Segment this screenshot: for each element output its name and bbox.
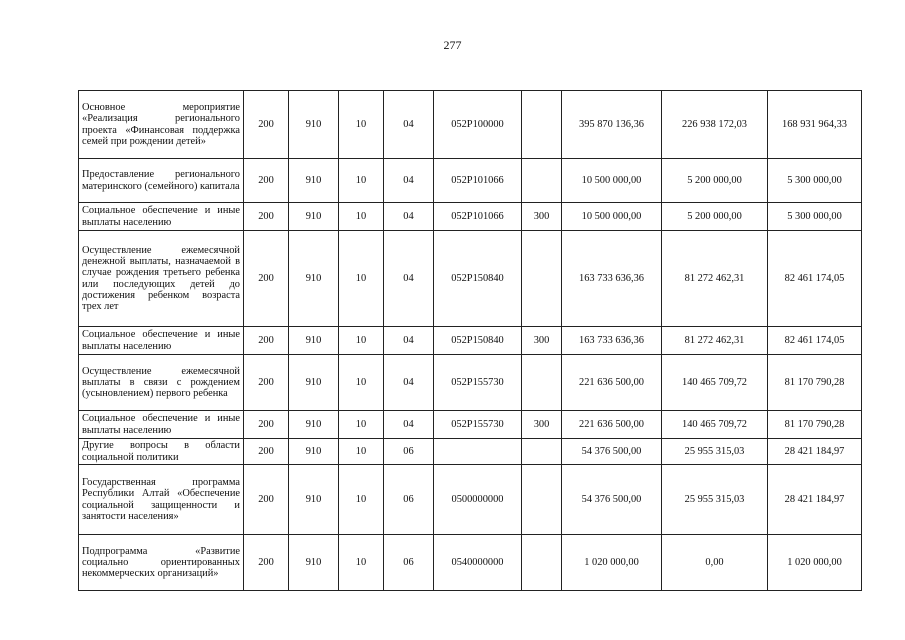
cell-grbs: 200 (244, 159, 289, 203)
cell-admin: 910 (289, 91, 339, 159)
cell-target-article: 052P155730 (434, 355, 522, 411)
cell-subsection: 04 (384, 327, 434, 355)
cell-subsection: 04 (384, 91, 434, 159)
table-row (79, 439, 862, 465)
cell-target-article: 0540000000 (434, 535, 522, 591)
budget-table (78, 90, 862, 591)
cell-section: 10 (339, 465, 384, 535)
cell-expense-type: 300 (522, 411, 562, 439)
cell-sum-year3: 5 300 000,00 (768, 159, 862, 203)
cell-admin: 910 (289, 535, 339, 591)
cell-subsection: 06 (384, 465, 434, 535)
cell-sum-year3: 28 421 184,97 (768, 465, 862, 535)
cell-sum-year2: 25 955 315,03 (662, 465, 768, 535)
cell-admin: 910 (289, 159, 339, 203)
cell-target-article: 052P150840 (434, 231, 522, 327)
cell-subsection: 04 (384, 159, 434, 203)
cell-section: 10 (339, 327, 384, 355)
cell-sum-year3: 168 931 964,33 (768, 91, 862, 159)
cell-grbs: 200 (244, 231, 289, 327)
cell-target-article: 052P101066 (434, 203, 522, 231)
row-name: Основное мероприятие «Реализация регионального проекта «Финансовая поддержка семей при рождении детей» (79, 91, 244, 159)
cell-sum-year1: 1 020 000,00 (562, 535, 662, 591)
row-name: Осуществление ежемесячной денежной выплаты, назначаемой в случае рождения третьего ребенка или последующих детей до достижения ребенком возраста трех лет (79, 231, 244, 327)
row-name: Подпрограмма «Развитие социально ориентированных некоммерческих организаций» (79, 535, 244, 591)
row-name: Предоставление регионального материнского (семейного) капитала (79, 159, 244, 203)
cell-admin: 910 (289, 465, 339, 535)
cell-sum-year2: 0,00 (662, 535, 768, 591)
cell-expense-type (522, 465, 562, 535)
cell-expense-type (522, 355, 562, 411)
cell-admin: 910 (289, 411, 339, 439)
cell-admin: 910 (289, 203, 339, 231)
cell-target-article (434, 439, 522, 465)
cell-section: 10 (339, 535, 384, 591)
cell-admin: 910 (289, 231, 339, 327)
cell-sum-year1: 54 376 500,00 (562, 465, 662, 535)
cell-sum-year3: 82 461 174,05 (768, 231, 862, 327)
row-name: Другие вопросы в области социальной политики (79, 439, 244, 465)
cell-sum-year1: 221 636 500,00 (562, 411, 662, 439)
cell-sum-year2: 25 955 315,03 (662, 439, 768, 465)
cell-section: 10 (339, 203, 384, 231)
cell-admin: 910 (289, 327, 339, 355)
table-row (79, 159, 862, 203)
cell-sum-year1: 10 500 000,00 (562, 159, 662, 203)
cell-admin: 910 (289, 355, 339, 411)
cell-sum-year3: 1 020 000,00 (768, 535, 862, 591)
table-row (79, 535, 862, 591)
cell-section: 10 (339, 439, 384, 465)
cell-section: 10 (339, 159, 384, 203)
cell-target-article: 052P155730 (434, 411, 522, 439)
cell-section: 10 (339, 355, 384, 411)
cell-subsection: 06 (384, 535, 434, 591)
cell-section: 10 (339, 231, 384, 327)
cell-grbs: 200 (244, 203, 289, 231)
cell-grbs: 200 (244, 355, 289, 411)
cell-expense-type (522, 231, 562, 327)
row-name: Социальное обеспечение и иные выплаты населению (79, 327, 244, 355)
cell-grbs: 200 (244, 465, 289, 535)
cell-sum-year3: 81 170 790,28 (768, 411, 862, 439)
cell-grbs: 200 (244, 327, 289, 355)
cell-subsection: 06 (384, 439, 434, 465)
cell-target-article: 052P100000 (434, 91, 522, 159)
table-row (79, 203, 862, 231)
cell-subsection: 04 (384, 231, 434, 327)
table-row (79, 91, 862, 159)
page-number: 277 (443, 38, 462, 52)
row-name: Осуществление ежемесячной выплаты в связи с рождением (усыновлением) первого ребенка (79, 355, 244, 411)
cell-expense-type (522, 159, 562, 203)
row-name: Социальное обеспечение и иные выплаты населению (79, 411, 244, 439)
cell-sum-year2: 81 272 462,31 (662, 327, 768, 355)
cell-target-article: 052P101066 (434, 159, 522, 203)
cell-grbs: 200 (244, 411, 289, 439)
cell-sum-year2: 81 272 462,31 (662, 231, 768, 327)
cell-grbs: 200 (244, 91, 289, 159)
cell-sum-year3: 28 421 184,97 (768, 439, 862, 465)
cell-sum-year1: 395 870 136,36 (562, 91, 662, 159)
cell-sum-year2: 140 465 709,72 (662, 355, 768, 411)
row-name: Социальное обеспечение и иные выплаты населению (79, 203, 244, 231)
cell-expense-type (522, 535, 562, 591)
cell-target-article: 052P150840 (434, 327, 522, 355)
cell-subsection: 04 (384, 411, 434, 439)
cell-grbs: 200 (244, 439, 289, 465)
cell-sum-year3: 81 170 790,28 (768, 355, 862, 411)
cell-sum-year1: 221 636 500,00 (562, 355, 662, 411)
cell-sum-year2: 226 938 172,03 (662, 91, 768, 159)
cell-expense-type: 300 (522, 327, 562, 355)
cell-sum-year2: 5 200 000,00 (662, 159, 768, 203)
cell-subsection: 04 (384, 355, 434, 411)
cell-sum-year1: 163 733 636,36 (562, 231, 662, 327)
row-name: Государственная программа Республики Алтай «Обеспечение социальной защищенности и занятости населения» (79, 465, 244, 535)
cell-admin: 910 (289, 439, 339, 465)
cell-section: 10 (339, 91, 384, 159)
cell-sum-year1: 54 376 500,00 (562, 439, 662, 465)
cell-sum-year1: 10 500 000,00 (562, 203, 662, 231)
table-row (79, 411, 862, 439)
table-row (79, 327, 862, 355)
table-row (79, 355, 862, 411)
cell-expense-type: 300 (522, 203, 562, 231)
cell-sum-year3: 82 461 174,05 (768, 327, 862, 355)
cell-sum-year3: 5 300 000,00 (768, 203, 862, 231)
cell-expense-type (522, 91, 562, 159)
cell-section: 10 (339, 411, 384, 439)
cell-sum-year1: 163 733 636,36 (562, 327, 662, 355)
cell-sum-year2: 140 465 709,72 (662, 411, 768, 439)
cell-expense-type (522, 439, 562, 465)
cell-grbs: 200 (244, 535, 289, 591)
cell-target-article: 0500000000 (434, 465, 522, 535)
table-row (79, 465, 862, 535)
table-row (79, 231, 862, 327)
cell-sum-year2: 5 200 000,00 (662, 203, 768, 231)
cell-subsection: 04 (384, 203, 434, 231)
